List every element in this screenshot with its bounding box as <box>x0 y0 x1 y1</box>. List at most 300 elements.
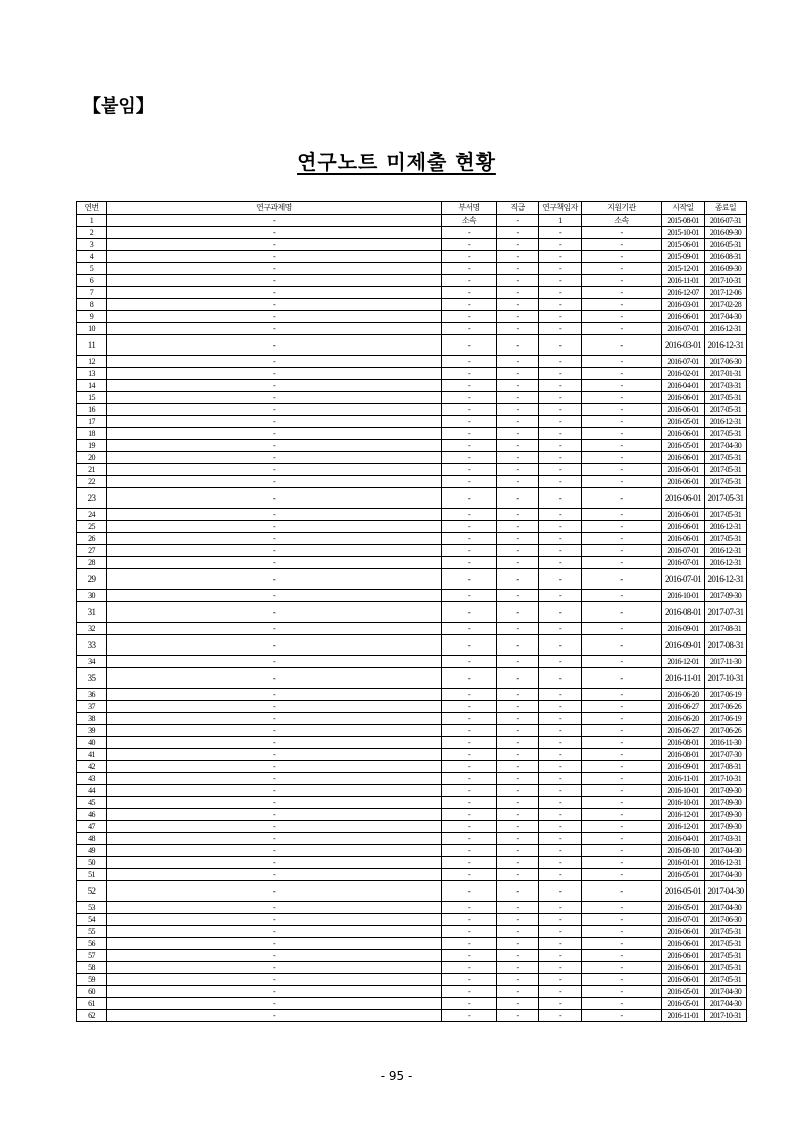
cell-project-name: - <box>107 725 442 737</box>
cell-start-date: 2016-06-01 <box>662 464 705 476</box>
table-row <box>77 821 747 833</box>
cell-no: 40 <box>77 737 107 749</box>
cell-end-date: 2017-08-31 <box>705 623 747 635</box>
cell-end-date: 2016-12-31 <box>705 557 747 569</box>
cell-end-date: 2016-07-31 <box>705 215 747 227</box>
header-project-name: 연구과제명 <box>107 202 442 215</box>
cell-department: - <box>442 656 497 668</box>
table-row <box>77 356 747 368</box>
cell-end-date: 2017-05-31 <box>705 392 747 404</box>
header-department: 부서명 <box>442 202 497 215</box>
table-row <box>77 569 747 590</box>
cell-start-date: 2016-06-01 <box>662 533 705 545</box>
cell-no: 10 <box>77 323 107 335</box>
cell-end-date: 2016-12-31 <box>705 416 747 428</box>
cell-end-date: 2016-12-31 <box>705 335 747 356</box>
cell-agency: - <box>582 689 662 701</box>
cell-department: - <box>442 689 497 701</box>
cell-pi: - <box>539 713 582 725</box>
table-row <box>77 557 747 569</box>
cell-rank: - <box>497 263 539 275</box>
cell-project-name: - <box>107 914 442 926</box>
table-row <box>77 452 747 464</box>
cell-department: - <box>442 635 497 656</box>
cell-pi: - <box>539 914 582 926</box>
table-row <box>77 926 747 938</box>
cell-pi: - <box>539 416 582 428</box>
cell-project-name: - <box>107 974 442 986</box>
cell-end-date: 2016-12-31 <box>705 545 747 557</box>
cell-project-name: - <box>107 545 442 557</box>
cell-end-date: 2017-10-31 <box>705 1010 747 1022</box>
cell-no: 52 <box>77 881 107 902</box>
cell-pi: - <box>539 569 582 590</box>
cell-pi: - <box>539 464 582 476</box>
cell-department: - <box>442 239 497 251</box>
cell-start-date: 2016-06-01 <box>662 452 705 464</box>
cell-department: - <box>442 857 497 869</box>
cell-rank: - <box>497 701 539 713</box>
cell-rank: - <box>497 713 539 725</box>
cell-project-name: - <box>107 809 442 821</box>
cell-end-date: 2017-05-31 <box>705 926 747 938</box>
table-row <box>77 713 747 725</box>
table-row <box>77 635 747 656</box>
cell-pi: - <box>539 287 582 299</box>
table-row <box>77 440 747 452</box>
cell-rank: - <box>497 938 539 950</box>
cell-no: 29 <box>77 569 107 590</box>
cell-rank: - <box>497 215 539 227</box>
table-row <box>77 368 747 380</box>
cell-department: - <box>442 533 497 545</box>
table-row <box>77 476 747 488</box>
cell-no: 46 <box>77 809 107 821</box>
cell-no: 27 <box>77 545 107 557</box>
cell-start-date: 2015-10-01 <box>662 227 705 239</box>
cell-department: - <box>442 761 497 773</box>
cell-agency: - <box>582 428 662 440</box>
cell-rank: - <box>497 773 539 785</box>
table-row <box>77 797 747 809</box>
cell-department: - <box>442 335 497 356</box>
cell-end-date: 2017-01-31 <box>705 368 747 380</box>
cell-agency: - <box>582 488 662 509</box>
table-row <box>77 938 747 950</box>
cell-department: - <box>442 227 497 239</box>
cell-rank: - <box>497 275 539 287</box>
cell-department: - <box>442 263 497 275</box>
table-row <box>77 785 747 797</box>
cell-agency: - <box>582 914 662 926</box>
cell-agency: - <box>582 533 662 545</box>
unsubmitted-notes-table <box>76 201 747 1022</box>
cell-end-date: 2017-09-30 <box>705 809 747 821</box>
cell-project-name: - <box>107 713 442 725</box>
cell-project-name: - <box>107 881 442 902</box>
cell-project-name: - <box>107 701 442 713</box>
cell-agency: - <box>582 299 662 311</box>
cell-start-date: 2016-06-27 <box>662 701 705 713</box>
cell-rank: - <box>497 476 539 488</box>
cell-agency: - <box>582 668 662 689</box>
table-row <box>77 773 747 785</box>
cell-start-date: 2016-07-01 <box>662 914 705 926</box>
cell-start-date: 2016-09-01 <box>662 761 705 773</box>
cell-start-date: 2016-06-01 <box>662 476 705 488</box>
cell-department: - <box>442 569 497 590</box>
cell-no: 15 <box>77 392 107 404</box>
cell-end-date: 2017-09-30 <box>705 785 747 797</box>
table-row <box>77 1010 747 1022</box>
cell-department: - <box>442 464 497 476</box>
cell-end-date: 2017-05-31 <box>705 488 747 509</box>
cell-rank: - <box>497 821 539 833</box>
table-row <box>77 299 747 311</box>
table-row <box>77 263 747 275</box>
cell-rank: - <box>497 962 539 974</box>
cell-agency: - <box>582 509 662 521</box>
cell-end-date: 2017-05-31 <box>705 974 747 986</box>
cell-project-name: - <box>107 821 442 833</box>
cell-department: - <box>442 914 497 926</box>
cell-pi: - <box>539 428 582 440</box>
cell-rank: - <box>497 557 539 569</box>
cell-agency: - <box>582 335 662 356</box>
cell-end-date: 2016-11-30 <box>705 737 747 749</box>
cell-end-date: 2016-12-31 <box>705 569 747 590</box>
cell-agency: - <box>582 545 662 557</box>
page-number: - 95 - <box>380 1069 413 1083</box>
cell-department: - <box>442 998 497 1010</box>
cell-no: 5 <box>77 263 107 275</box>
cell-agency: - <box>582 986 662 998</box>
cell-project-name: - <box>107 998 442 1010</box>
cell-project-name: - <box>107 323 442 335</box>
cell-department: - <box>442 299 497 311</box>
cell-start-date: 2015-09-01 <box>662 251 705 263</box>
cell-start-date: 2016-06-01 <box>662 509 705 521</box>
cell-start-date: 2016-08-01 <box>662 602 705 623</box>
cell-rank: - <box>497 998 539 1010</box>
cell-start-date: 2015-12-01 <box>662 263 705 275</box>
cell-end-date: 2017-05-31 <box>705 962 747 974</box>
cell-no: 20 <box>77 452 107 464</box>
cell-project-name: - <box>107 227 442 239</box>
cell-pi: - <box>539 821 582 833</box>
cell-agency: - <box>582 380 662 392</box>
cell-department: - <box>442 251 497 263</box>
cell-rank: - <box>497 368 539 380</box>
cell-no: 1 <box>77 215 107 227</box>
cell-start-date: 2016-09-01 <box>662 623 705 635</box>
cell-rank: - <box>497 356 539 368</box>
cell-rank: - <box>497 725 539 737</box>
cell-rank: - <box>497 749 539 761</box>
cell-project-name: - <box>107 926 442 938</box>
cell-start-date: 2016-06-01 <box>662 950 705 962</box>
cell-end-date: 2017-06-19 <box>705 713 747 725</box>
cell-no: 25 <box>77 521 107 533</box>
cell-project-name: - <box>107 356 442 368</box>
cell-rank: - <box>497 227 539 239</box>
cell-end-date: 2017-04-30 <box>705 902 747 914</box>
cell-start-date: 2016-11-01 <box>662 275 705 287</box>
cell-no: 56 <box>77 938 107 950</box>
cell-pi: - <box>539 440 582 452</box>
cell-project-name: - <box>107 263 442 275</box>
cell-start-date: 2016-12-07 <box>662 287 705 299</box>
cell-project-name: - <box>107 950 442 962</box>
cell-rank: - <box>497 569 539 590</box>
cell-end-date: 2016-05-31 <box>705 239 747 251</box>
cell-rank: - <box>497 521 539 533</box>
cell-agency: - <box>582 464 662 476</box>
cell-department: - <box>442 509 497 521</box>
cell-department: - <box>442 713 497 725</box>
table-row <box>77 380 747 392</box>
cell-end-date: 2017-09-30 <box>705 590 747 602</box>
cell-agency: - <box>582 926 662 938</box>
cell-agency: - <box>582 713 662 725</box>
table-header-row <box>77 202 747 215</box>
cell-rank: - <box>497 311 539 323</box>
cell-no: 31 <box>77 602 107 623</box>
cell-pi: - <box>539 476 582 488</box>
cell-department: - <box>442 368 497 380</box>
cell-no: 22 <box>77 476 107 488</box>
cell-agency: - <box>582 251 662 263</box>
cell-department: - <box>442 356 497 368</box>
cell-project-name: - <box>107 1010 442 1022</box>
cell-department: - <box>442 452 497 464</box>
cell-end-date: 2017-07-31 <box>705 602 747 623</box>
cell-department: - <box>442 440 497 452</box>
cell-pi: - <box>539 623 582 635</box>
cell-end-date: 2016-08-31 <box>705 251 747 263</box>
cell-project-name: - <box>107 299 442 311</box>
cell-project-name: - <box>107 845 442 857</box>
cell-rank: - <box>497 845 539 857</box>
cell-start-date: 2016-06-27 <box>662 725 705 737</box>
cell-department: - <box>442 974 497 986</box>
cell-pi: - <box>539 797 582 809</box>
cell-department: - <box>442 275 497 287</box>
cell-department: - <box>442 938 497 950</box>
cell-start-date: 2016-11-01 <box>662 1010 705 1022</box>
cell-department: - <box>442 380 497 392</box>
table-row <box>77 689 747 701</box>
cell-no: 7 <box>77 287 107 299</box>
cell-start-date: 2016-12-01 <box>662 656 705 668</box>
cell-agency: - <box>582 368 662 380</box>
cell-agency: - <box>582 323 662 335</box>
cell-rank: - <box>497 287 539 299</box>
cell-rank: - <box>497 623 539 635</box>
cell-rank: - <box>497 869 539 881</box>
cell-department: - <box>442 926 497 938</box>
cell-no: 11 <box>77 335 107 356</box>
cell-department: - <box>442 311 497 323</box>
cell-end-date: 2017-05-31 <box>705 452 747 464</box>
cell-start-date: 2016-04-01 <box>662 380 705 392</box>
cell-project-name: - <box>107 275 442 287</box>
cell-end-date: 2017-04-30 <box>705 986 747 998</box>
cell-rank: - <box>497 440 539 452</box>
header-pi: 연구책임자 <box>539 202 582 215</box>
cell-project-name: - <box>107 488 442 509</box>
table-row <box>77 902 747 914</box>
table-row <box>77 737 747 749</box>
cell-end-date: 2017-04-30 <box>705 881 747 902</box>
cell-start-date: 2015-06-01 <box>662 239 705 251</box>
cell-no: 23 <box>77 488 107 509</box>
cell-agency: - <box>582 239 662 251</box>
cell-project-name: - <box>107 533 442 545</box>
cell-rank: - <box>497 251 539 263</box>
cell-start-date: 2016-06-01 <box>662 404 705 416</box>
cell-rank: - <box>497 404 539 416</box>
cell-rank: - <box>497 833 539 845</box>
cell-start-date: 2016-03-01 <box>662 299 705 311</box>
cell-pi: - <box>539 869 582 881</box>
cell-no: 48 <box>77 833 107 845</box>
cell-pi: - <box>539 974 582 986</box>
table-row <box>77 251 747 263</box>
cell-pi: - <box>539 902 582 914</box>
cell-no: 19 <box>77 440 107 452</box>
cell-end-date: 2017-04-30 <box>705 845 747 857</box>
table-row <box>77 275 747 287</box>
cell-project-name: - <box>107 668 442 689</box>
cell-agency: 소속 <box>582 215 662 227</box>
cell-start-date: 2016-07-01 <box>662 356 705 368</box>
cell-end-date: 2017-05-31 <box>705 476 747 488</box>
page-title-text: 연구노트 미제출 현황 <box>297 150 496 174</box>
cell-no: 57 <box>77 950 107 962</box>
cell-project-name: - <box>107 428 442 440</box>
cell-department: - <box>442 845 497 857</box>
cell-start-date: 2015-08-01 <box>662 215 705 227</box>
cell-pi: - <box>539 785 582 797</box>
cell-end-date: 2017-04-30 <box>705 440 747 452</box>
table-row <box>77 701 747 713</box>
cell-end-date: 2017-09-30 <box>705 797 747 809</box>
cell-project-name: - <box>107 392 442 404</box>
cell-project-name: - <box>107 380 442 392</box>
cell-project-name: - <box>107 464 442 476</box>
cell-pi: - <box>539 761 582 773</box>
cell-pi: - <box>539 635 582 656</box>
cell-end-date: 2017-05-31 <box>705 464 747 476</box>
cell-start-date: 2016-11-01 <box>662 773 705 785</box>
cell-rank: - <box>497 809 539 821</box>
table-row <box>77 950 747 962</box>
cell-rank: - <box>497 239 539 251</box>
table-row <box>77 761 747 773</box>
table-row <box>77 227 747 239</box>
cell-no: 13 <box>77 368 107 380</box>
cell-project-name: - <box>107 656 442 668</box>
cell-agency: - <box>582 962 662 974</box>
cell-pi: - <box>539 323 582 335</box>
cell-department: - <box>442 602 497 623</box>
page-title <box>0 146 793 175</box>
cell-no: 42 <box>77 761 107 773</box>
cell-department: - <box>442 821 497 833</box>
cell-no: 51 <box>77 869 107 881</box>
cell-no: 4 <box>77 251 107 263</box>
cell-project-name: - <box>107 590 442 602</box>
cell-rank: - <box>497 392 539 404</box>
cell-pi: - <box>539 335 582 356</box>
table-row <box>77 998 747 1010</box>
cell-start-date: 2016-06-01 <box>662 521 705 533</box>
cell-rank: - <box>497 761 539 773</box>
cell-project-name: - <box>107 902 442 914</box>
cell-end-date: 2017-07-30 <box>705 749 747 761</box>
cell-department: - <box>442 476 497 488</box>
cell-end-date: 2016-12-31 <box>705 521 747 533</box>
cell-start-date: 2016-07-01 <box>662 545 705 557</box>
cell-rank: - <box>497 668 539 689</box>
cell-rank: - <box>497 656 539 668</box>
cell-department: - <box>442 590 497 602</box>
cell-agency: - <box>582 557 662 569</box>
cell-no: 16 <box>77 404 107 416</box>
table-row <box>77 287 747 299</box>
cell-agency: - <box>582 392 662 404</box>
cell-end-date: 2017-06-30 <box>705 914 747 926</box>
cell-end-date: 2017-06-26 <box>705 701 747 713</box>
cell-project-name: - <box>107 737 442 749</box>
cell-start-date: 2016-06-01 <box>662 311 705 323</box>
cell-pi: - <box>539 938 582 950</box>
cell-pi: - <box>539 689 582 701</box>
cell-agency: - <box>582 998 662 1010</box>
cell-no: 37 <box>77 701 107 713</box>
cell-end-date: 2017-11-30 <box>705 656 747 668</box>
cell-no: 21 <box>77 464 107 476</box>
cell-pi: - <box>539 701 582 713</box>
cell-no: 18 <box>77 428 107 440</box>
cell-department: - <box>442 521 497 533</box>
cell-pi: - <box>539 962 582 974</box>
cell-department: - <box>442 986 497 998</box>
cell-end-date: 2017-05-31 <box>705 509 747 521</box>
cell-no: 8 <box>77 299 107 311</box>
cell-end-date: 2017-10-31 <box>705 668 747 689</box>
cell-agency: - <box>582 356 662 368</box>
table-row <box>77 323 747 335</box>
table-row <box>77 392 747 404</box>
cell-pi: - <box>539 356 582 368</box>
cell-rank: - <box>497 545 539 557</box>
table-row <box>77 335 747 356</box>
cell-pi: - <box>539 545 582 557</box>
cell-pi: - <box>539 452 582 464</box>
table-row <box>77 464 747 476</box>
cell-no: 26 <box>77 533 107 545</box>
cell-end-date: 2017-05-31 <box>705 533 747 545</box>
cell-no: 35 <box>77 668 107 689</box>
cell-rank: - <box>497 488 539 509</box>
cell-no: 59 <box>77 974 107 986</box>
cell-agency: - <box>582 476 662 488</box>
cell-pi: - <box>539 668 582 689</box>
cell-rank: - <box>497 926 539 938</box>
cell-project-name: - <box>107 215 442 227</box>
